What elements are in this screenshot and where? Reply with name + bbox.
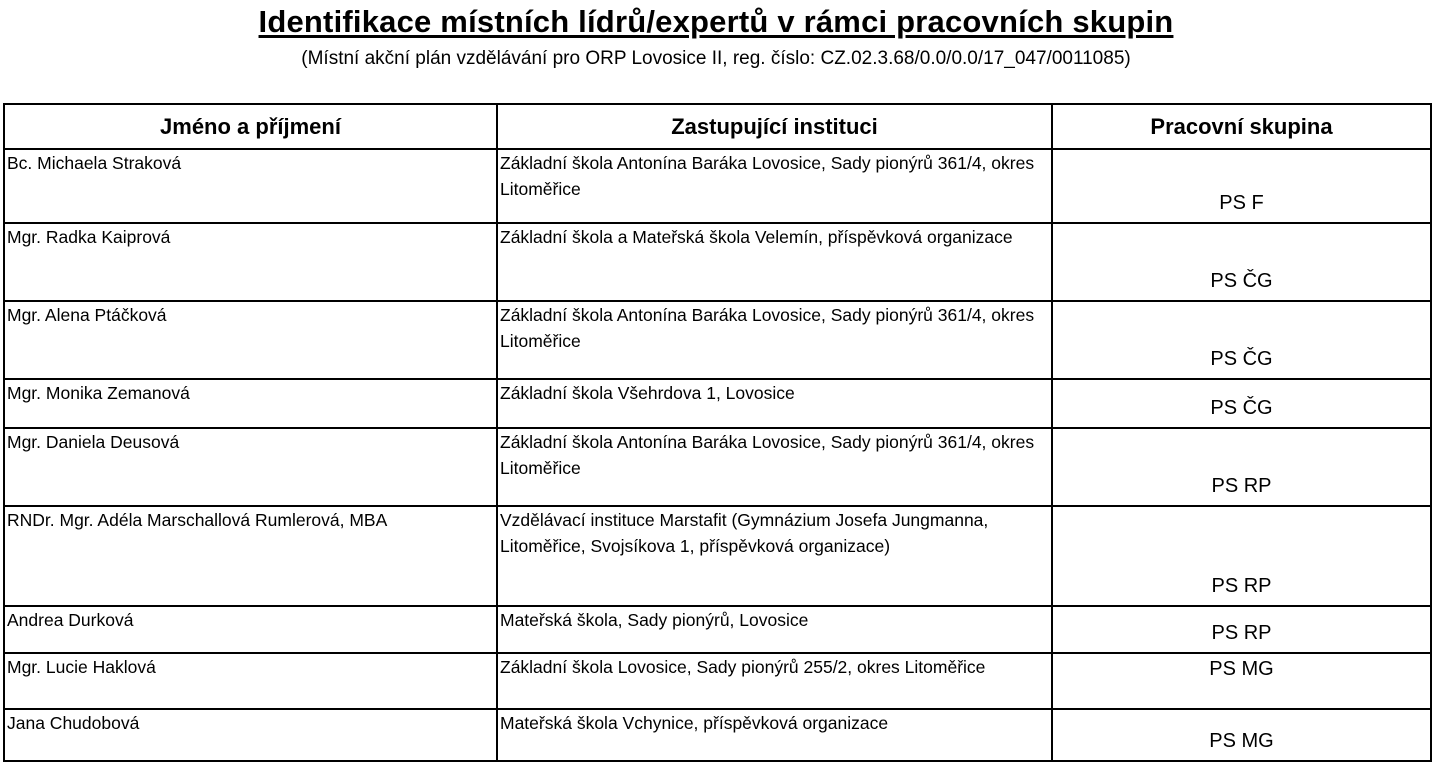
row-institution: Vzdělávací instituce Marstafit (Gymnázium Josefa Jungmanna, Litoměřice, Svojsíkova 1, příspěvková organizace) [497,506,1052,606]
row-institution: Mateřská škola Vchynice, příspěvková organizace [497,709,1052,761]
table-row [4,149,1431,223]
header-name: Jméno a příjmení [4,104,497,149]
row-name: Jana Chudobová [4,709,497,761]
table-row [4,379,1431,428]
table-row [4,709,1431,761]
row-name: Mgr. Lucie Haklová [4,653,497,709]
header-group: Pracovní skupina [1052,104,1431,149]
row-name: Mgr. Daniela Deusová [4,428,497,506]
row-institution: Základní škola Antonína Baráka Lovosice, Sady pionýrů 361/4, okres Litoměřice [497,428,1052,506]
row-name: RNDr. Mgr. Adéla Marschallová Rumlerová, MBA [4,506,497,606]
row-institution: Mateřská škola, Sady pionýrů, Lovosice [497,606,1052,653]
row-institution: Základní škola a Mateřská škola Velemín, příspěvková organizace [497,223,1052,301]
row-group: PS MG [1052,709,1431,761]
row-group: PS RP [1052,606,1431,653]
table-row [4,301,1431,379]
row-group: PS ČG [1052,223,1431,301]
document-subtitle: (Místní akční plán vzdělávání pro ORP Lovosice II, reg. číslo: CZ.02.3.68/0.0/0.0/17_047/0011085) [301,48,1131,69]
table-row [4,653,1431,709]
row-institution: Základní škola Lovosice, Sady pionýrů 255/2, okres Litoměřice [497,653,1052,709]
row-name: Mgr. Radka Kaiprová [4,223,497,301]
row-name: Mgr. Monika Zemanová [4,379,497,428]
table-header-row [4,104,1431,149]
row-name: Andrea Durková [4,606,497,653]
row-group: PS RP [1052,428,1431,506]
table-row [4,223,1431,301]
row-institution: Základní škola Antonína Baráka Lovosice, Sady pionýrů 361/4, okres Litoměřice [497,149,1052,223]
leaders-table [3,103,1432,762]
row-group: PS ČG [1052,379,1431,428]
row-group: PS ČG [1052,301,1431,379]
row-name: Mgr. Alena Ptáčková [4,301,497,379]
table-row [4,506,1431,606]
header-institution: Zastupující instituci [497,104,1052,149]
row-group: PS MG [1052,653,1431,709]
row-institution: Základní škola Antonína Baráka Lovosice, Sady pionýrů 361/4, okres Litoměřice [497,301,1052,379]
row-institution: Základní škola Všehrdova 1, Lovosice [497,379,1052,428]
table-row [4,428,1431,506]
document-title: Identifikace místních lídrů/expertů v rámci pracovních skupin [258,4,1174,39]
table-row [4,606,1431,653]
row-name: Bc. Michaela Straková [4,149,497,223]
row-group: PS RP [1052,506,1431,606]
row-group: PS F [1052,149,1431,223]
